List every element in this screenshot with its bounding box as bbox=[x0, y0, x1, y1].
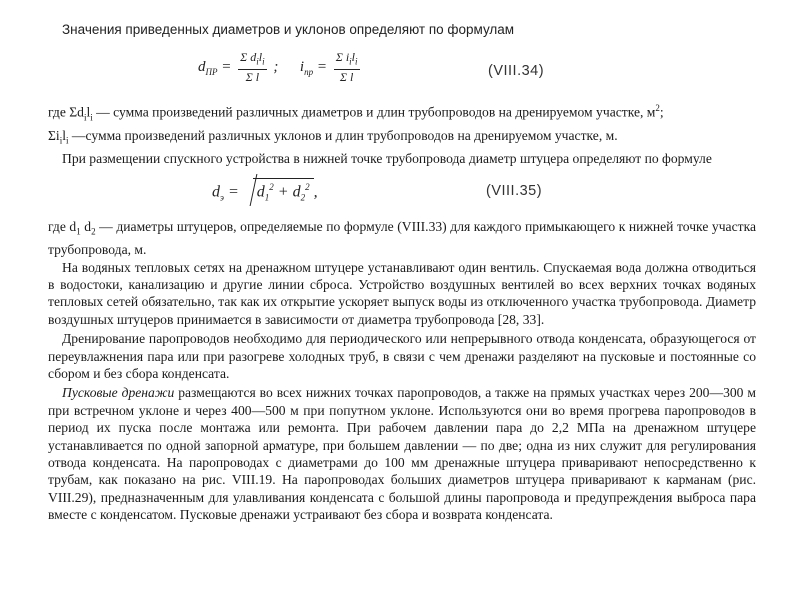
paragraph-spusk: При размещении спускного устройства в нижней точке трубопровода диаметр штуцера определяют по формуле bbox=[62, 150, 712, 166]
paragraph-steam-drainage: Дренирование паропроводов необходимо для периодического или непрерывного отвода конденсата, образующегося от переувлажнения пара или при разогреве холодных труб, в связи с чем дренажи разделяют на пусковые и постоянные со сбором и без сбора конденсата. bbox=[48, 331, 756, 381]
formula-viii-34 bbox=[198, 50, 363, 85]
explanation-viii-34: где $\Sigma d_il_i$ — сумма произведений различных диаметров и длин трубопроводов на дренируемом участке, $м^2$; $\Sigma i_il_i$ —сумма произведений различных уклонов и длин трубопроводов на дренируемом участке, м. При размещении спускного устройства в нижней точке трубопровода диаметр штуцера определяют по формуле bbox=[48, 100, 756, 167]
fraction-ipr: $\frac{\Sigma i_il_i}{\text{Σ l}}$ bbox=[335, 50, 358, 85]
formula-ipr: $i_{пр}$ = $\frac{\Sigma i_il_i}{\text{Σ l}}$ bbox=[299, 50, 358, 85]
intro-text: Значения приведенных диаметров и уклонов определяют по формулам bbox=[62, 22, 515, 37]
fraction-dpr: $\frac{\Sigma d_il_i}{\text{Σ l}}$ bbox=[240, 50, 265, 85]
equation-number-35: (VIII.35) bbox=[486, 183, 543, 199]
explanation-viii-35: где $d_1$ $d_2$ — диаметры штуцеров, определяемые по формуле (VIII.33) для каждого примыкающего к нижней точке участка трубопровода, м. bbox=[48, 219, 756, 258]
paragraph-water-networks: На водяных тепловых сетях на дренажном штуцере устанавливают один вентиль. Спускаемая вода должна отводиться в водостоки, канализацию и другие линии сброса. Устройство воздушных вентилей во всех верхних точках водяных тепловых сетей обязательно, так как их открытие ускоряет выпуск воды из отключенного участка трубопровода. Диаметр воздушных штуцеров принимается в зависимости от диаметра трубопровода [28, 33]. bbox=[48, 259, 756, 327]
formula-viii-35: $d_э = d_1^2 + d_2^2$ , bbox=[212, 178, 318, 203]
formula-dpr: $d_{ПР}$ = $\frac{\Sigma d_il_i}{\text{Σ l}}$ ; bbox=[198, 50, 279, 85]
paragraph-start-drains: Пусковые дренажи размещаются во всех нижних точках паропроводов, а также на прямых участках через 200—300 м при встречном уклоне и через 400—500 м при попутном уклоне. Используются они во время прогрева паропроводов в период их пуска после монтажа или ремонта. При рабочем давлении пара до 2,2 МПа на дренажном штуцере устанавливается по одной запорной арматуре, при большем давлении — по две; одна из них служит для регулирования отвода конденсата. На паропроводах с диаметрами до 100 мм дренажные штуцера приваривают непосредственно к трубам, как показано на рис. VIII.19. На паропроводах больших диаметров штуцера приваривают к карманам (рис. VIII.29), предназначенным для улавливания конденсата с большой длины паропровода и предупреждения выброса пара вместе с конденсатом. Пусковые дренажи устраивают без сбора и возврата конденсата. bbox=[48, 385, 756, 523]
term-start-drains: Пусковые дренажи bbox=[62, 385, 175, 401]
sqrt-sign: $d_1^2 + d_2^2$ bbox=[243, 178, 314, 203]
main-text bbox=[48, 218, 756, 524]
equation-number-34: (VIII.34) bbox=[488, 63, 545, 79]
